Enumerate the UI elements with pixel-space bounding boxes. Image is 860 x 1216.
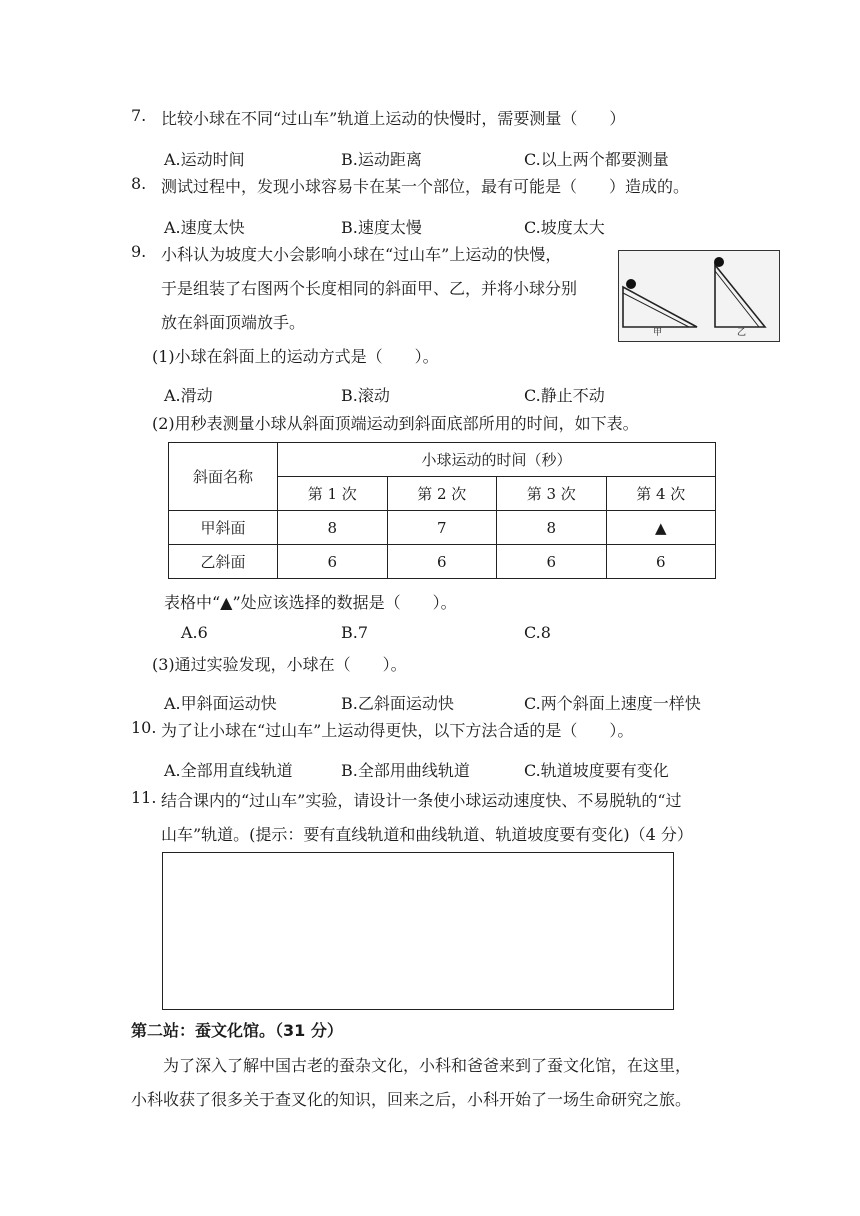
q10-option-b: B.全部用曲线轨道 <box>341 761 470 780</box>
table-col-header: 第 1 次 <box>278 477 388 511</box>
section2-title: 第二站：蚕文化馆。（31 分） <box>131 1021 343 1040</box>
q9-sub3-text: (3)通过实验发现，小球在（ ）。 <box>152 655 407 674</box>
table-col-header: 第 3 次 <box>497 477 607 511</box>
q9-sub1-text: (1)小球在斜面上的运动方式是（ ）。 <box>152 347 439 366</box>
table-row <box>169 545 716 579</box>
q7-text: 比较小球在不同“过山车”轨道上运动的快慢时，需要测量（ ） <box>161 109 626 128</box>
q9-sub2-option-a: A.6 <box>181 623 208 642</box>
q9-text-line1: 小科认为坡度大小会影响小球在“过山车”上运动的快慢， <box>161 245 562 264</box>
label-jia: 甲 <box>653 328 663 338</box>
q9-sub1-option-a: A.滑动 <box>164 386 213 405</box>
table-cell-name: 乙斜面 <box>169 545 278 579</box>
q7-option-b: B.运动距离 <box>341 150 422 169</box>
ramp-diagram <box>619 251 779 341</box>
q9-text-line3: 放在斜面顶端放手。 <box>161 313 306 332</box>
section2-paragraph-line1: 为了深入了解中国古老的蚕杂文化，小科和爸爸来到了蚕文化馆，在这里， <box>163 1056 692 1075</box>
ramp-yi <box>715 265 765 327</box>
q9-number: 9. <box>131 242 147 261</box>
q9-sub1-option-c: C.静止不动 <box>524 386 605 405</box>
table-row <box>169 511 716 545</box>
q11-number: 11. <box>131 788 157 807</box>
table-row-header: 斜面名称 <box>169 443 278 511</box>
q9-sub1-option-b: B.滚动 <box>341 386 390 405</box>
q8-option-a: A.速度太快 <box>164 218 245 237</box>
table-col-header: 第 2 次 <box>387 477 497 511</box>
table-cell: 6 <box>497 545 607 579</box>
ramp-jia <box>623 287 697 327</box>
ball-jia <box>626 279 636 289</box>
q10-option-a: A.全部用直线轨道 <box>164 761 293 780</box>
label-yi: 乙 <box>737 328 747 338</box>
q8-option-b: B.速度太慢 <box>341 218 422 237</box>
table-cell: 6 <box>606 545 716 579</box>
ramp-jia-track <box>623 293 689 327</box>
q8-number: 8. <box>131 174 147 193</box>
table-cell-triangle: ▲ <box>606 511 716 545</box>
q11-text-line2: 山车”轨道。(提示：要有直线轨道和曲线轨道、轨道坡度要有变化)（4 分） <box>161 825 693 844</box>
q11-text-line1: 结合课内的“过山车”实验，请设计一条使小球运动速度快、不易脱轨的“过 <box>161 791 682 810</box>
table-cell-name: 甲斜面 <box>169 511 278 545</box>
q9-sub3-option-c: C.两个斜面上速度一样快 <box>524 694 701 713</box>
q9-sub2-option-c: C.8 <box>524 623 551 642</box>
table-cell: 6 <box>278 545 388 579</box>
section2-paragraph-line2: 小科收获了很多关于查叉化的知识，回来之后，小科开始了一场生命研究之旅。 <box>131 1090 692 1109</box>
ramp-yi-track <box>715 271 759 327</box>
table-cell: 7 <box>387 511 497 545</box>
q9-sub2-option-b: B.7 <box>341 623 369 642</box>
q9-sub2-question: 表格中“▲”处应该选择的数据是（ ）。 <box>164 593 457 612</box>
answer-drawing-box[interactable] <box>162 852 674 1010</box>
q10-number: 10. <box>131 718 157 737</box>
table-cell: 6 <box>387 545 497 579</box>
q8-text: 测试过程中，发现小球容易卡在某一个部位，最有可能是（ ）造成的。 <box>161 177 690 196</box>
q7-number: 7. <box>131 106 147 125</box>
timing-table <box>168 442 716 579</box>
table-group-header: 小球运动的时间（秒） <box>278 443 716 477</box>
q7-option-c: C.以上两个都要测量 <box>524 150 669 169</box>
q7-option-a: A.运动时间 <box>164 150 245 169</box>
q10-text: 为了让小球在“过山车”上运动得更快，以下方法合适的是（ ）。 <box>161 721 634 740</box>
table-col-header: 第 4 次 <box>606 477 716 511</box>
q9-sub3-option-b: B.乙斜面运动快 <box>341 694 454 713</box>
q9-sub3-option-a: A.甲斜面运动快 <box>164 694 277 713</box>
ramp-figure <box>618 250 780 342</box>
q9-text-line2: 于是组装了右图两个长度相同的斜面甲、乙，并将小球分别 <box>161 279 578 298</box>
ball-yi <box>714 257 724 267</box>
q9-sub2-text: (2)用秒表测量小球从斜面顶端运动到斜面底部所用的时间，如下表。 <box>152 414 639 433</box>
q8-option-c: C.坡度太大 <box>524 218 605 237</box>
table-cell: 8 <box>278 511 388 545</box>
q10-option-c: C.轨道坡度要有变化 <box>524 761 669 780</box>
table-cell: 8 <box>497 511 607 545</box>
